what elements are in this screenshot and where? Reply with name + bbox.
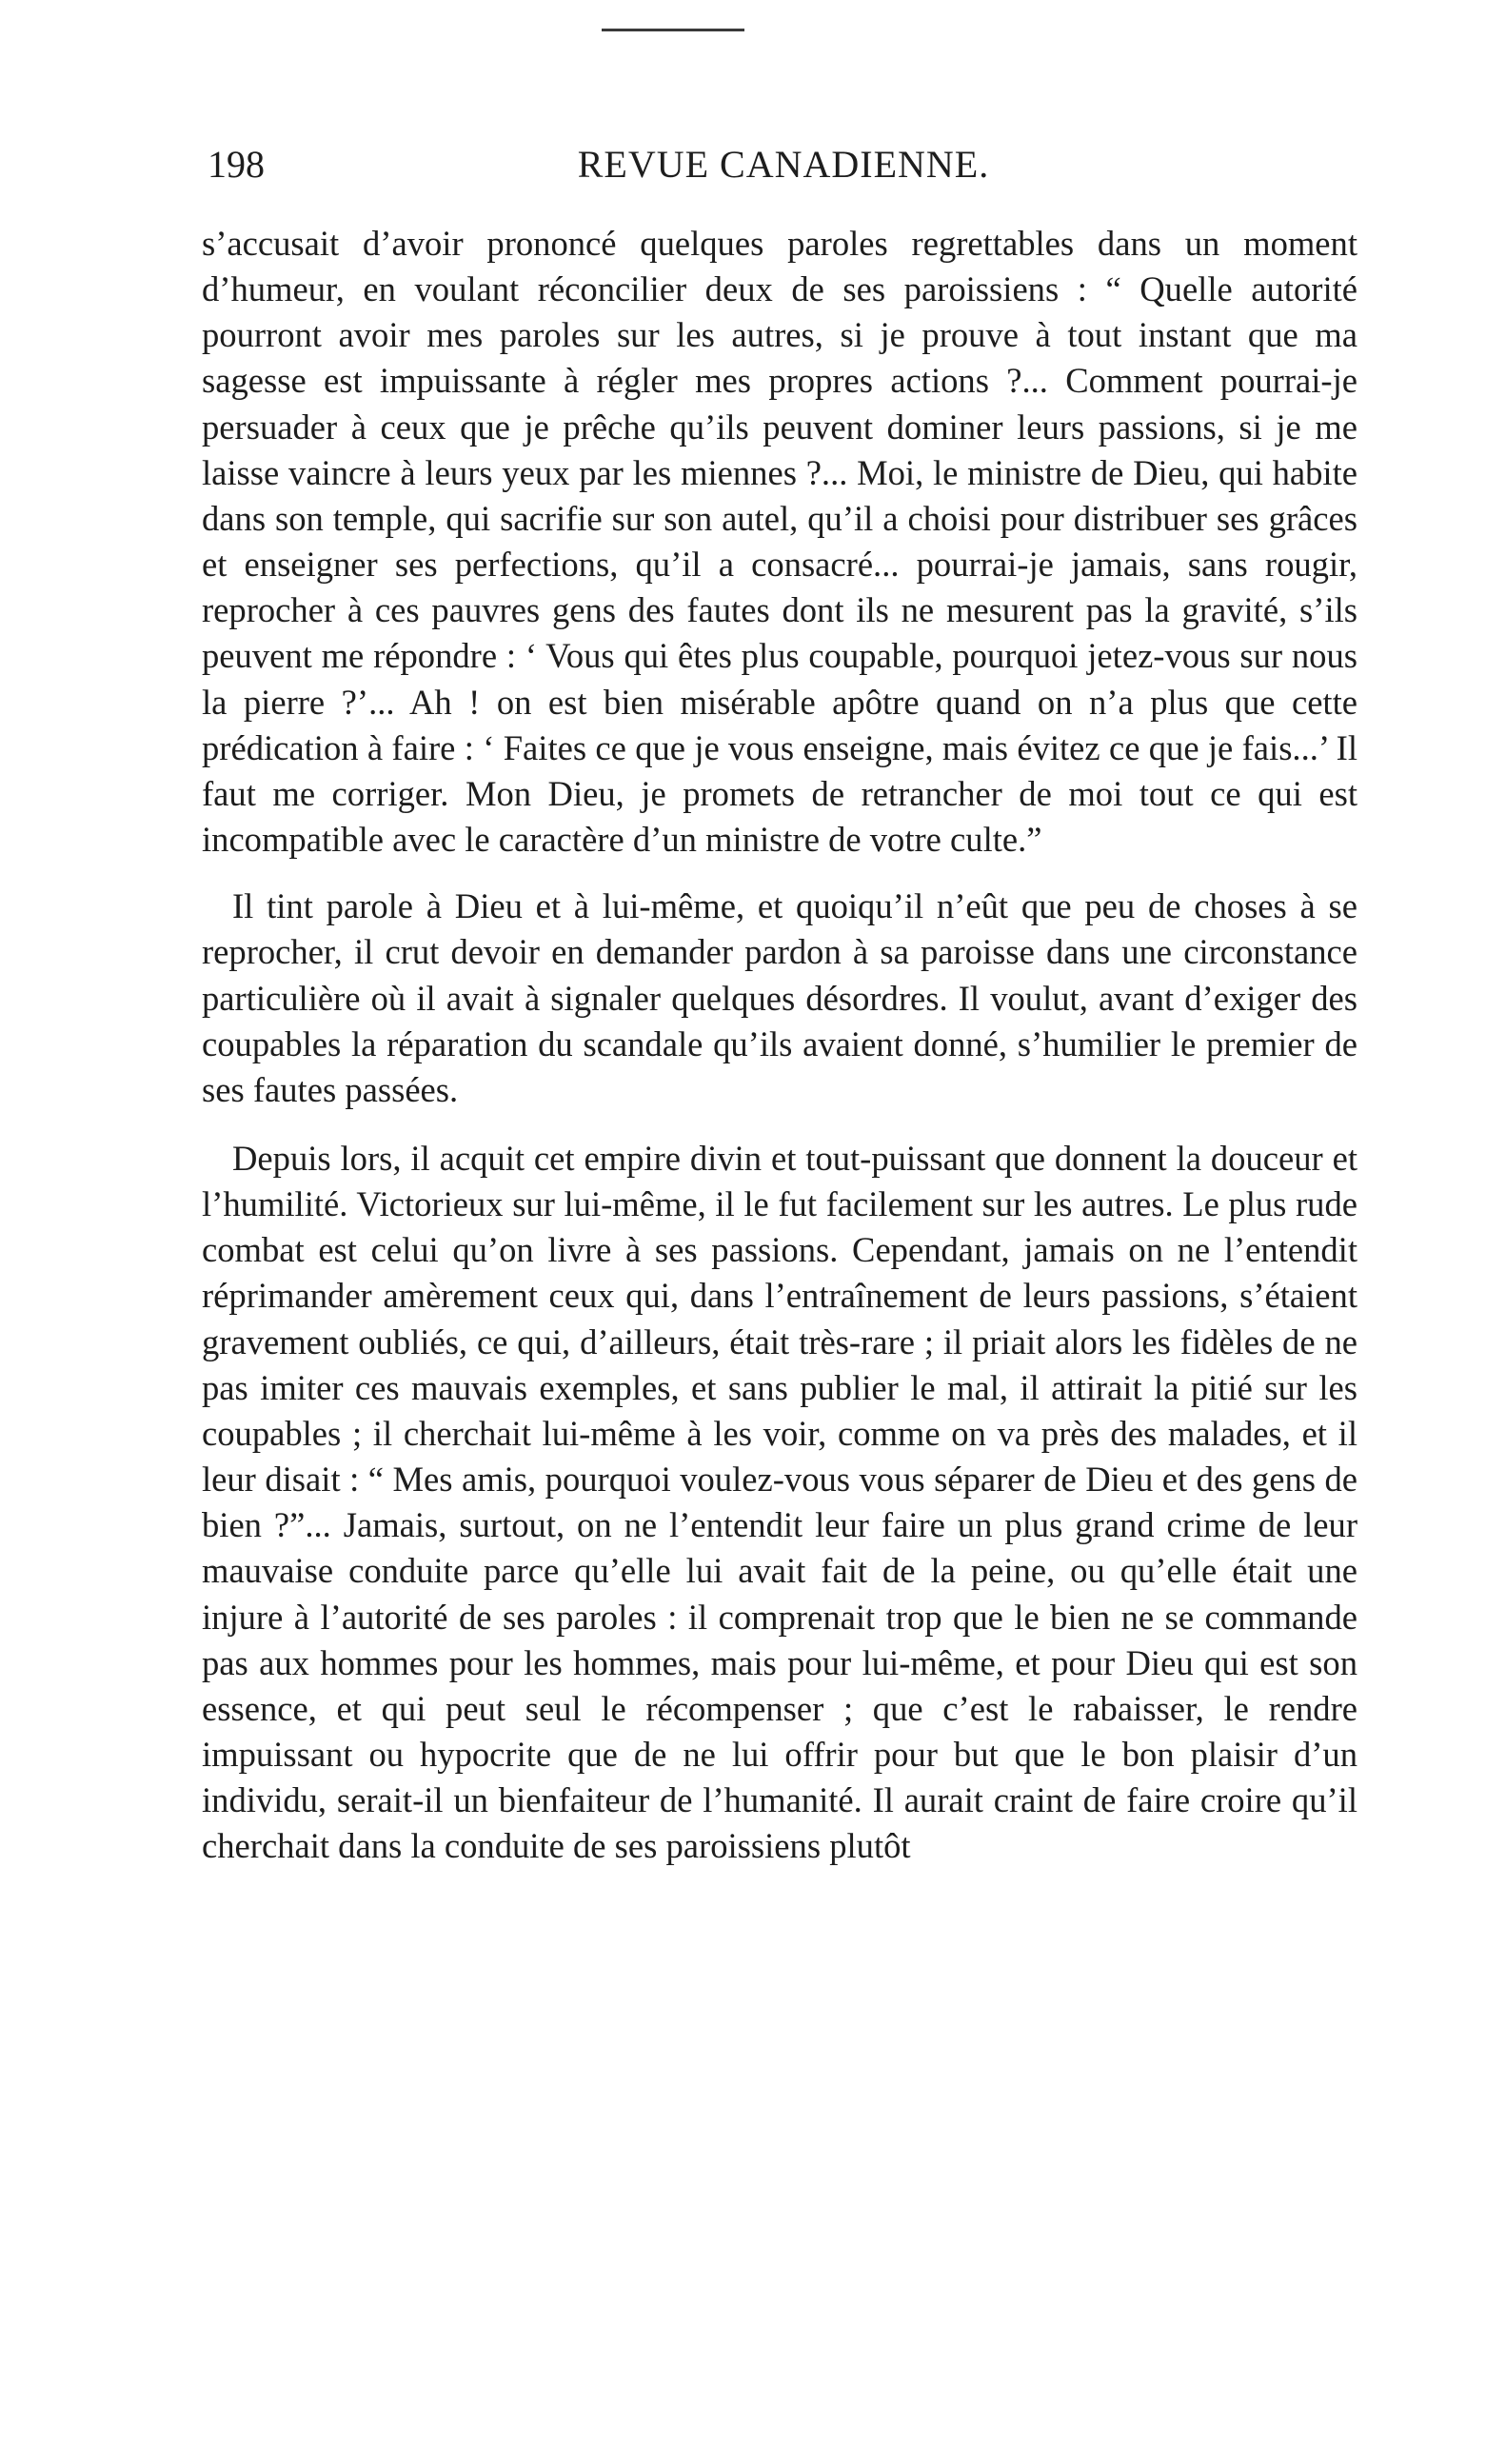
body-text <box>202 221 1357 1869</box>
page-header <box>208 141 1359 198</box>
page-number: 198 <box>208 143 265 186</box>
paragraph-2: Il tint parole à Dieu et à lui-même, et quoiqu’il n’eût que peu de choses à se reprocher, il crut devoir en demander pardon à sa paroisse dans une circonstance particulière où il avait à signaler quelques désordres. Il voulut, avant d’exiger des coupables la réparation du scandale qu’ils avaient donné, s’humilier le premier de ses fautes passées. <box>202 886 1357 1109</box>
paragraph-3: Depuis lors, il acquit cet empire divin et tout-puissant que donnent la douceur et l’humilité. Victorieux sur lui-même, il le fut facilement sur les autres. Le plus rude combat est celui qu’on livre à ses passions. Cependant, jamais on ne l’entendit réprimander amèrement ceux qui, dans l’entraînement de leurs passions, s’étaient gravement oubliés, ce qui, d’ailleurs, était très-rare ; il priait alors les fidèles de ne pas imiter ces mauvais exemples, et sans publier le mal, il attirait la pitié sur les coupables ; il cherchait lui-même à les voir, comme on va près des malades, et il leur disait : “ Mes amis, pourquoi voulez-vous vous séparer de Dieu et des gens de bien ?”... Jamais, surtout, on ne l’entendit leur faire un plus grand crime de leur mauvaise conduite parce qu’elle lui avait fait de la peine, ou qu’elle était une injure à l’autorité de ses paroles : il comprenait trop que le bien ne se commande pas aux hommes pour les hommes, mais pour lui-même, et pour Dieu qui est son essence, et qui peut seul le récompenser ; que c’est le rabaisser, le rendre impuissant ou hypocrite que de ne lui offrir pour but que le bon plaisir d’un individu, serait-il un bienfaiteur de l’humanité. Il aurait craint de faire croire qu’il cherchait dans la conduite de ses paroissiens plutôt <box>202 1138 1357 1866</box>
running-title: REVUE CANADIENNE. <box>577 143 990 186</box>
paragraph-1: s’accusait d’avoir prononcé quelques paroles regrettables dans un moment d’humeur, en voulant réconcilier deux de ses paroissiens : “ Quelle autorité pourront avoir mes paroles sur les autres, si je prouve à tout instant que ma sagesse est impuissante à régler mes propres actions ?... Comment pourrai-je persuader à ceux que je prêche qu’ils peuvent dominer leurs passions, si je me laisse vaincre à leurs yeux par les miennes ?... Moi, le ministre de Dieu, qui habite dans son temple, qui sacrifie sur son autel, qu’il a choisi pour distribuer ses grâces et enseigner ses perfections, qu’il a consacré... pourrai-je jamais, sans rougir, reprocher à ces pauvres gens des fautes dont ils ne mesurent pas la gravité, s’ils peuvent me répondre : ‘ Vous qui êtes plus coupable, pourquoi jetez-vous sur nous la pierre ?’... Ah ! on est bien misérable apôtre quand on n’a plus que cette prédication à faire : ‘ Faites ce que je vous enseigne, mais évitez ce que je fais...’ Il faut me corriger. Mon Dieu, je promets de retrancher de moi tout ce qui est incompatible avec le caractère d’un ministre de votre culte.” <box>202 224 1357 860</box>
top-rule <box>602 29 744 31</box>
